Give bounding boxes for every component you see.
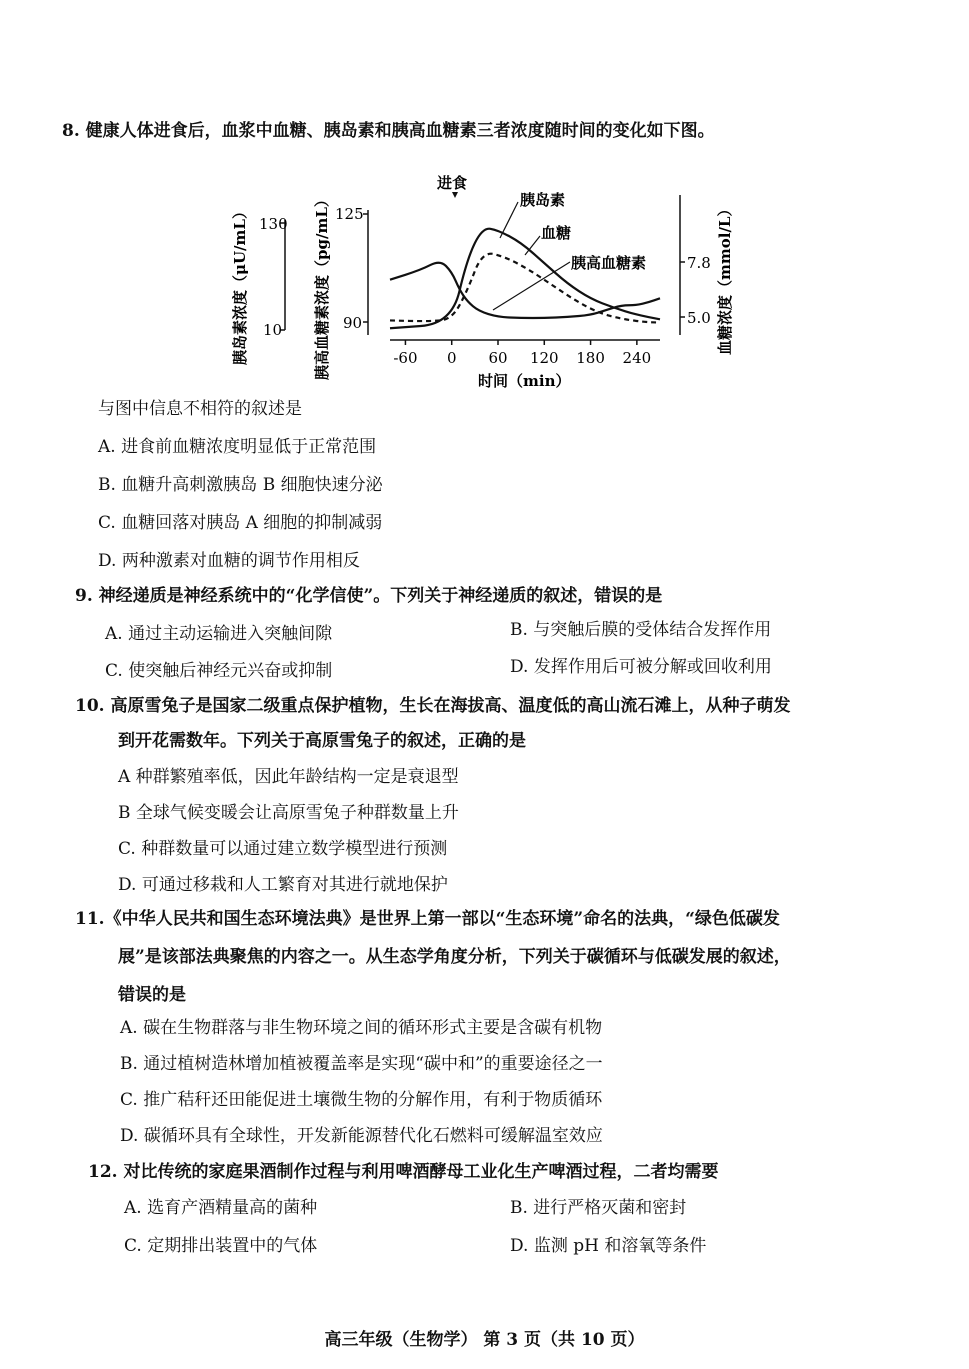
- q8-stem: 8. 健康人体进食后，血浆中血糖、胰岛素和胰高血糖素三者浓度随时间的变化如下图。: [62, 121, 715, 141]
- insulin-tick-130: 130: [259, 215, 288, 233]
- q10-option-d: D. 可通过移栽和人工繁育对其进行就地保护: [118, 875, 448, 895]
- q8-option-c: C. 血糖回落对胰岛 A 细胞的抑制减弱: [98, 513, 383, 533]
- x-tick-label: -60: [393, 349, 418, 367]
- q10-stem-line2: 到开花需数年。下列关于高原雪兔子的叙述，正确的是: [118, 731, 526, 751]
- series-label-glucagon: 胰高血糖素: [571, 254, 647, 272]
- insulin-line: [390, 229, 660, 329]
- q8-prompt: 与图中信息不相符的叙述是: [98, 399, 302, 419]
- page-footer: 高三年级（生物学） 第 3 页（共 10 页）: [324, 1330, 645, 1350]
- q8-option-a: A. 进食前血糖浓度明显低于正常范围: [98, 437, 377, 457]
- q11-stem-line1: 11.《中华人民共和国生态环境法典》是世界上第一部以“生态环境”命名的法典，“绿色低碳发: [75, 909, 780, 929]
- q12-option-b: B. 进行严格灭菌和密封: [510, 1198, 687, 1218]
- q12-option-d: D. 监测 pH 和溶氧等条件: [510, 1236, 707, 1256]
- q8-option-b: B. 血糖升高刺激胰岛 B 细胞快速分泌: [98, 475, 383, 495]
- q11-stem-line2: 展”是该部法典聚焦的内容之一。从生态学角度分析，下列关于碳循环与低碳发展的叙述，: [118, 947, 791, 967]
- q11-stem-line3: 错误的是: [118, 985, 186, 1005]
- q9-option-c: C. 使突触后神经元兴奋或抑制: [105, 661, 333, 681]
- q12-option-c: C. 定期排出装置中的气体: [124, 1236, 318, 1256]
- x-tick-label: 60: [488, 349, 508, 367]
- q10-option-b: B 全球气候变暖会让高原雪兔子种群数量上升: [118, 803, 459, 823]
- glucose-tick-5.0: 5.0: [687, 309, 711, 327]
- glucagon-tick-125: 125: [335, 205, 364, 223]
- glucagon-axis-label: 胰高血糖素浓度（pg/mL）: [313, 192, 331, 380]
- feeding-label: 进食: [437, 174, 468, 192]
- q11-option-d: D. 碳循环具有全球性，开发新能源替代化石燃料可缓解温室效应: [120, 1126, 603, 1146]
- glucose-axis-label: 血糖浓度（mmol/L）: [716, 201, 734, 355]
- q9-option-a: A. 通过主动运输进入突触间隙: [105, 624, 333, 644]
- glucagon-tick-90: 90: [343, 314, 363, 332]
- x-tick-label: 180: [576, 349, 605, 367]
- q12-option-a: A. 选育产酒精量高的菌种: [124, 1198, 318, 1218]
- q9-option-b: B. 与突触后膜的受体结合发挥作用: [510, 620, 772, 640]
- feeding-arrow-icon: [452, 192, 458, 198]
- q11-option-b: B. 通过植树造林增加植被覆盖率是实现“碳中和”的重要途径之一: [120, 1054, 603, 1074]
- q11-option-c: C. 推广秸秆还田能促进土壤微生物的分解作用，有利于物质循环: [120, 1090, 603, 1110]
- series-label-insulin: 胰岛素: [520, 191, 566, 209]
- q9-stem: 9. 神经递质是神经系统中的“化学信使”。下列关于神经递质的叙述，错误的是: [75, 586, 663, 606]
- x-tick-label: 0: [446, 349, 457, 367]
- insulin-axis-label: 胰岛素浓度（μU/mL）: [231, 204, 249, 365]
- q8-chart: [225, 170, 755, 395]
- q11-option-a: A. 碳在生物群落与非生物环境之间的循环形式主要是含碳有机物: [120, 1018, 603, 1038]
- q8-option-d: D. 两种激素对血糖的调节作用相反: [98, 551, 360, 571]
- q10-option-a: A 种群繁殖率低，因此年龄结构一定是衰退型: [118, 767, 459, 787]
- x-tick-label: 240: [622, 349, 652, 367]
- q9-option-d: D. 发挥作用后可被分解或回收利用: [510, 657, 772, 677]
- q10-option-c: C. 种群数量可以通过建立数学模型进行预测: [118, 839, 448, 859]
- x-tick-label: 120: [529, 349, 559, 367]
- q12-stem: 12. 对比传统的家庭果酒制作过程与利用啤酒酵母工业化生产啤酒过程，二者均需要: [88, 1162, 719, 1182]
- q10-stem-line1: 10. 高原雪兔子是国家二级重点保护植物，生长在海拔高、温度低的高山流石滩上，从种子萌发: [75, 696, 791, 716]
- series-label-glucose: 血糖: [541, 224, 572, 242]
- insulin-tick-10: 10: [263, 321, 283, 339]
- glucose-tick-7.8: 7.8: [687, 254, 711, 272]
- x-axis-label: 时间（min）: [478, 372, 571, 390]
